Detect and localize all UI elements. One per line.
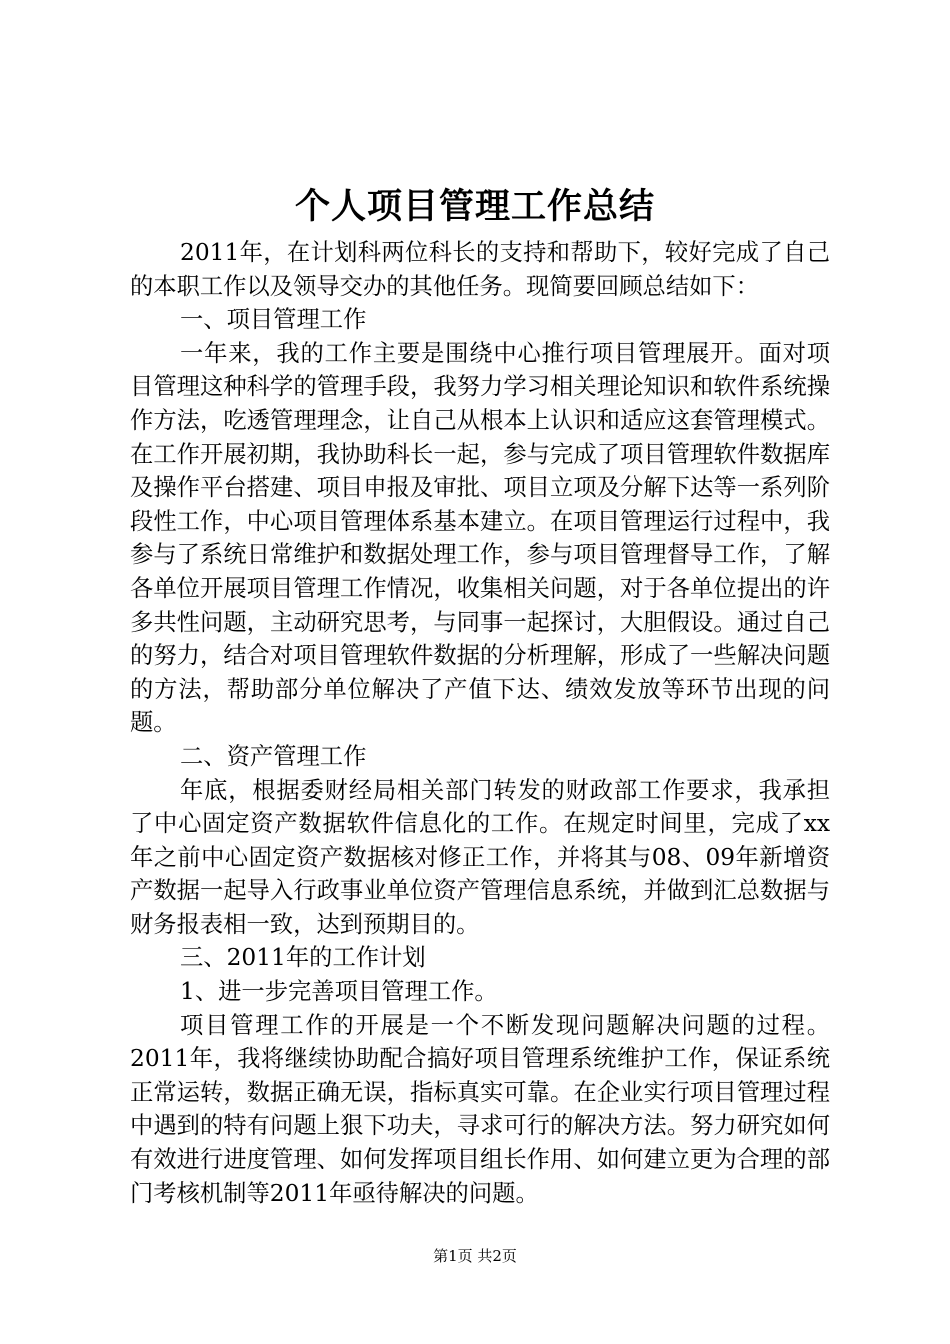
section-heading-project-management: 一、项目管理工作 — [180, 306, 367, 334]
section-heading-work-plan: 三、2011年的工作计划 — [180, 944, 426, 972]
page-number-footer: 第1页 共2页 — [433, 1247, 517, 1265]
document-body — [130, 236, 830, 1210]
section-heading-asset-management: 二、资产管理工作 — [180, 742, 367, 770]
asset-management-paragraph: 年底，根据委财经局相关部门转发的财政部工作要求，我承担了中心固定资产数据软件信息化的工作。在规定时间里，完成了xx年之前中心固定资产数据核对修正工作，并将其与08、09年新增资产数据一起导入行政事业单位资产管理信息系统，并做到汇总数据与财务报表相一致，达到预期目的。 — [130, 776, 830, 938]
intro-paragraph: 2011年，在计划科两位科长的支持和帮助下，较好完成了自己的本职工作以及领导交办的其他任务。现简要回顾总结如下： — [130, 239, 830, 300]
work-plan-item-1: 1、进一步完善项目管理工作。 — [180, 978, 498, 1006]
work-plan-paragraph: 项目管理工作的开展是一个不断发现问题解决问题的过程。2011年，我将继续协助配合搞好项目管理系统维护工作，保证系统正常运转，数据正确无误，指标真实可靠。在企业实行项目管理过程中遇到的特有问题上狠下功夫，寻求可行的解决方法。努力研究如何有效进行进度管理、如何发挥项目组长作用、如何建立更为合理的部门考核机制等2011年亟待解决的问题。 — [130, 1011, 830, 1207]
document-title: 个人项目管理工作总结 — [294, 186, 655, 227]
project-management-paragraph: 一年来，我的工作主要是围绕中心推行项目管理展开。面对项目管理这种科学的管理手段，我努力学习相关理论知识和软件系统操作方法，吃透管理理念，让自己从根本上认识和适应这套管理模式。在工作开展初期，我协助科长一起，参与完成了项目管理软件数据库及操作平台搭建、项目申报及审批、项目立项及分解下达等一系列阶段性工作，中心项目管理体系基本建立。在项目管理运行过程中，我参与了系统日常维护和数据处理工作，参与项目管理督导工作，了解各单位开展项目管理工作情况，收集相关问题，对于各单位提出的许多共性问题，主动研究思考，与同事一起探讨，大胆假设。通过自己的努力，结合对项目管理软件数据的分析理解，形成了一些解决问题的方法，帮助部分单位解决了产值下达、绩效发放等环节出现的问题。 — [130, 339, 830, 737]
